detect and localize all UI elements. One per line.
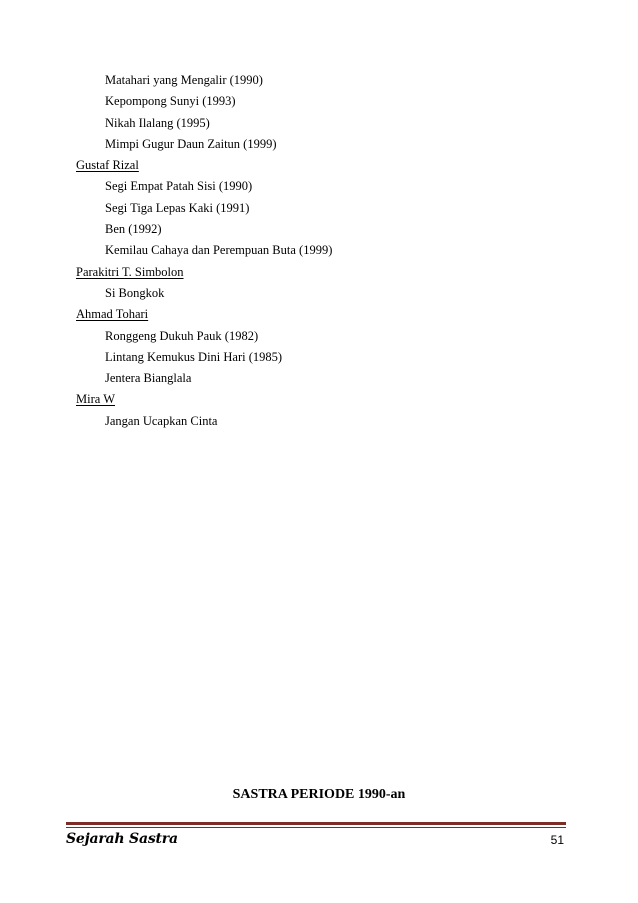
author-line xyxy=(76,389,576,410)
author-name: Gustaf Rizal xyxy=(76,158,139,173)
work-title: Ronggeng Dukuh Pauk (1982) xyxy=(105,328,259,343)
work-title: Mimpi Gugur Daun Zaitun (1999) xyxy=(105,136,277,151)
author-line xyxy=(76,262,576,283)
section-title: SASTRA PERIODE 1990-an xyxy=(232,787,406,802)
author-name: Mira W xyxy=(76,392,115,407)
footer-rule-thin xyxy=(66,827,566,828)
work-title: Si Bongkok xyxy=(105,285,165,300)
author-line xyxy=(76,304,576,325)
work-title: Segi Empat Patah Sisi (1990) xyxy=(105,179,253,194)
work-title: Ben (1992) xyxy=(105,222,162,237)
page-number: 51 xyxy=(550,833,564,847)
work-title: Jentera Bianglala xyxy=(105,371,192,386)
work-title: Nikah Ilalang (1995) xyxy=(105,115,210,130)
author-works-list xyxy=(76,70,576,432)
work-title: Matahari yang Mengalir (1990) xyxy=(105,73,263,87)
author-name: Ahmad Tohari xyxy=(76,307,149,322)
work-title: Kemilau Cahaya dan Perempuan Buta (1999) xyxy=(105,243,333,258)
work-title: Jangan Ucapkan Cinta xyxy=(105,413,218,428)
work-title: Segi Tiga Lepas Kaki (1991) xyxy=(105,200,250,215)
author-line xyxy=(76,155,576,176)
work-title: Lintang Kemukus Dini Hari (1985) xyxy=(105,349,283,364)
author-name: Parakitri T. Simbolon xyxy=(76,264,184,279)
work-title: Kepompong Sunyi (1993) xyxy=(105,94,236,109)
footer-book-title: Sejarah Sastra xyxy=(66,831,178,847)
footer-rule-thick xyxy=(66,822,566,825)
